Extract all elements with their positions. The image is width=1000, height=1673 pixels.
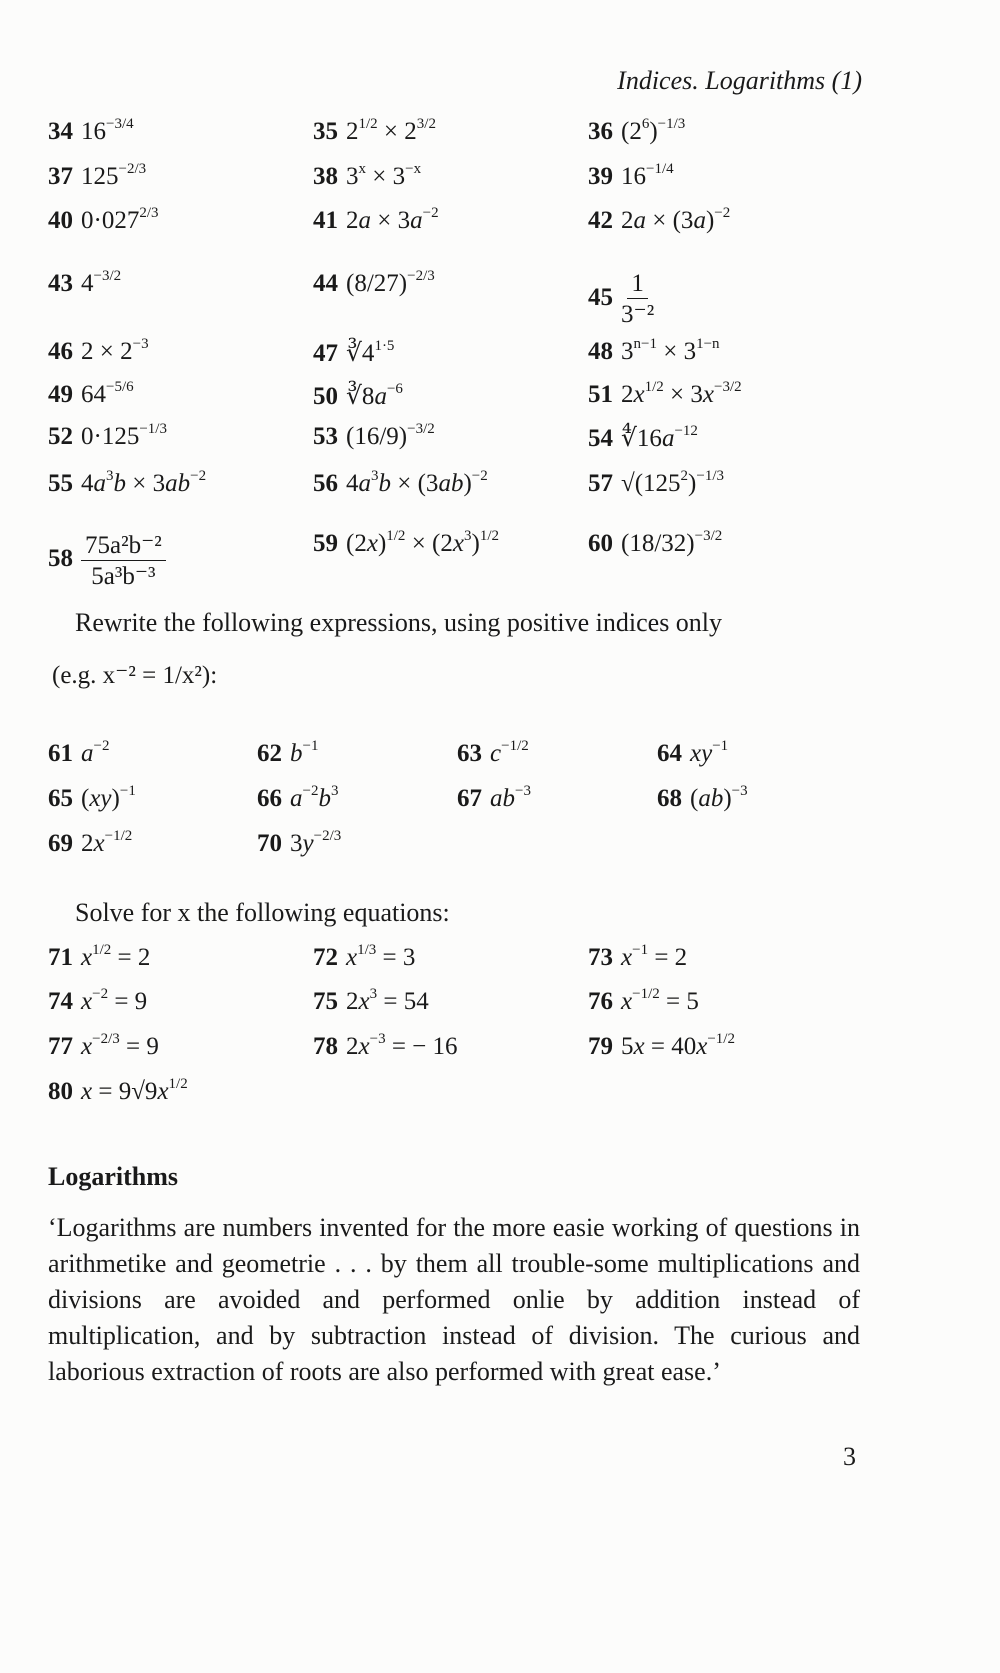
exercise-item: [313, 207, 439, 235]
exercise-number: 77: [48, 1033, 73, 1060]
exercise-number: 56: [313, 470, 338, 497]
exercise-item: [657, 785, 748, 813]
exercise-number: 76: [588, 988, 613, 1015]
exercise-expression: $b^{-1}$: [290, 738, 319, 767]
exercise-number: 34: [48, 118, 73, 145]
exercise-item: [588, 338, 720, 366]
exercise-expression: $4a^3b \times 3ab^{-2}$: [81, 468, 207, 497]
exercise-expression: $a^{-2}b^3$: [290, 783, 339, 812]
exercise-number: 65: [48, 785, 73, 812]
exercise-item: [313, 381, 403, 411]
exercise-item: [588, 1033, 735, 1061]
exercise-item: [588, 381, 742, 409]
exercise-number: 37: [48, 163, 73, 190]
exercise-expression: $16^{-1/4}$: [621, 161, 674, 190]
exercise-number: 43: [48, 270, 73, 297]
exercise-expression: (ab)$^{-3}$: [690, 783, 748, 812]
exercise-expression: $\frac{1}{\text{3⁻²}}$: [621, 270, 655, 328]
exercise-item: [588, 207, 730, 235]
exercise-expression: $(16/9)^{-3/2}$: [346, 421, 435, 450]
exercise-number: 62: [257, 740, 282, 767]
exercise-number: 72: [313, 944, 338, 971]
exercise-expression: $(18/32)^{-3/2}$: [621, 528, 723, 557]
exercise-item: [257, 830, 341, 858]
exercise-item: [48, 163, 146, 191]
exercise-number: 40: [48, 207, 73, 234]
exercise-item: [313, 118, 436, 146]
exercise-expression: $2x^3 = 54$: [346, 986, 429, 1015]
exercise-expression: $64^{-5/6}$: [81, 379, 134, 408]
exercise-item: [313, 530, 499, 558]
exercise-item: [588, 944, 687, 972]
exercise-number: 41: [313, 207, 338, 234]
exercise-expression: $(2x)^{1/2} \times (2x^3)^{1/2}$: [346, 528, 499, 557]
exercise-number: 54: [588, 425, 613, 452]
logarithms-quote: ‘Logarithms are numbers invented for the more easie working of questions in arithmetike and geometrie . . . by them all trouble-some multiplications and divisions are avoided and performed onlie by addition instead of multiplication, and by subtraction instead of division. The curious and laborious extraction of roots are also performed with great ease.’: [48, 1213, 860, 1386]
solve-instructions: Solve for x the following equations:: [75, 898, 450, 927]
exercise-number: 75: [313, 988, 338, 1015]
exercise-expression: (xy)$^{-1}$: [81, 783, 136, 812]
exercise-number: 50: [313, 383, 338, 410]
exercise-expression: $2^{1/2} \times 2^{3/2}$: [346, 116, 436, 145]
exercise-item: [313, 338, 394, 368]
exercise-number: 74: [48, 988, 73, 1015]
exercise-expression: $x^{-1} = 2$: [621, 942, 688, 971]
exercise-item: [313, 163, 421, 191]
exercise-expression: $ab^{-3}$: [490, 783, 531, 812]
exercise-number: 45: [588, 284, 613, 312]
section-heading-logarithms: Logarithms: [48, 1162, 178, 1191]
exercise-number: 42: [588, 207, 613, 234]
exercise-expression: $x^{-2} = 9$: [81, 986, 148, 1015]
exercise-item: [588, 163, 674, 191]
exercise-number: 80: [48, 1078, 73, 1105]
exercise-item: [48, 338, 149, 366]
exercise-item: [48, 1078, 188, 1106]
exercise-number: 69: [48, 830, 73, 857]
exercise-item: [588, 118, 685, 146]
exercise-expression: $a^{-2}$: [81, 738, 110, 767]
exercise-expression: $2a \times 3a^{-2}$: [346, 205, 439, 234]
exercise-expression: $√(125^2)^{-1/3}$: [621, 468, 725, 497]
exercise-expression: $5x = 40x^{-1/2}$: [621, 1031, 735, 1060]
exercise-number: 61: [48, 740, 73, 767]
exercise-expression: $3y^{-2/3}$: [290, 828, 342, 857]
exercise-item: [48, 988, 147, 1016]
page-number: 3: [843, 1442, 856, 1471]
exercise-number: 63: [457, 740, 482, 767]
exercise-item: [588, 423, 698, 453]
running-header: Indices. Logarithms (1): [617, 66, 862, 95]
exercise-expression: $3^{n-1} \times 3^{1-n}$: [621, 336, 720, 365]
exercise-item: [48, 470, 206, 498]
exercise-item: [48, 207, 159, 235]
exercise-expression: $∛4^{1\cdot 5}$: [346, 338, 395, 367]
exercise-number: 79: [588, 1033, 613, 1060]
exercise-number: 70: [257, 830, 282, 857]
exercise-number: 48: [588, 338, 613, 365]
exercise-item: [48, 785, 136, 813]
exercise-expression: $2x^{-1/2}$: [81, 828, 133, 857]
exercise-number: 55: [48, 470, 73, 497]
exercise-item: [313, 988, 429, 1016]
exercise-expression: $x^{1/2} = 2$: [81, 942, 151, 971]
exercise-item: [588, 988, 699, 1016]
exercise-expression: $x^{-2/3} = 9$: [81, 1031, 159, 1060]
exercise-item: [257, 740, 318, 768]
exercise-item: [48, 530, 166, 591]
exercise-expression: $2x^{1/2} \times 3x^{-3/2}$: [621, 379, 742, 408]
exercise-expression: $0\cdot 125^{-1/3}$: [81, 421, 167, 450]
exercise-number: 44: [313, 270, 338, 297]
exercise-number: 59: [313, 530, 338, 557]
exercise-number: 46: [48, 338, 73, 365]
exercise-expression: $xy^{-1}$: [690, 738, 729, 767]
exercise-number: 57: [588, 470, 613, 497]
exercise-number: 73: [588, 944, 613, 971]
exercise-expression: $c^{-1/2}$: [490, 738, 529, 767]
exercise-number: 49: [48, 381, 73, 408]
exercise-expression: $x^{-1/2} = 5$: [621, 986, 699, 1015]
exercise-expression: $(2^6)^{-1/3}$: [621, 116, 686, 145]
exercise-expression: $∜16a^{-12}$: [621, 423, 698, 452]
exercise-number: 64: [657, 740, 682, 767]
rewrite-example: (e.g. x⁻² = 1/x²):: [52, 662, 218, 689]
exercise-item: [48, 1033, 159, 1061]
exercise-number: 39: [588, 163, 613, 190]
exercise-number: 38: [313, 163, 338, 190]
exercise-item: [588, 270, 654, 329]
rewrite-instructions: Rewrite the following expressions, using positive indices only: [75, 608, 723, 637]
exercise-expression: $4^{-3/2}$: [81, 268, 122, 297]
exercise-number: 68: [657, 785, 682, 812]
exercise-number: 51: [588, 381, 613, 408]
exercise-item: [588, 530, 722, 558]
exercise-expression: $\frac{\text{75a²b⁻²}}{\text{5a³b⁻³}}$: [81, 545, 166, 572]
exercise-number: 66: [257, 785, 282, 812]
exercise-item: [313, 1033, 458, 1061]
exercise-number: 78: [313, 1033, 338, 1060]
exercise-expression: $125^{-2/3}$: [81, 161, 147, 190]
exercise-item: [48, 118, 134, 146]
exercise-item: [48, 270, 121, 298]
exercise-expression: $x = 9√9x^{1/2}$: [81, 1076, 188, 1105]
exercise-number: 71: [48, 944, 73, 971]
exercise-item: [657, 740, 728, 768]
exercise-item: [313, 270, 435, 298]
exercise-number: 67: [457, 785, 482, 812]
exercise-expression: $2 \times 2^{-3}$: [81, 336, 149, 365]
exercise-number: 35: [313, 118, 338, 145]
exercise-item: [48, 944, 150, 972]
exercise-item: [257, 785, 338, 813]
exercise-item: [48, 740, 109, 768]
exercise-expression: $4a^3b \times (3ab)^{-2}$: [346, 468, 488, 497]
exercise-number: 58: [48, 545, 73, 573]
exercise-expression: $0\cdot 027^{2/3}$: [81, 205, 159, 234]
exercise-item: [457, 785, 531, 813]
exercise-expression: $16^{-3/4}$: [81, 116, 134, 145]
exercise-expression: $2x^{-3}$ = − 16: [346, 1031, 458, 1060]
exercise-item: [313, 944, 415, 972]
exercise-item: [48, 381, 134, 409]
exercise-expression: $(8/27)^{-2/3}$: [346, 268, 435, 297]
exercise-number: 60: [588, 530, 613, 557]
exercise-number: 53: [313, 423, 338, 450]
exercise-item: [457, 740, 529, 768]
exercise-item: [588, 470, 724, 498]
exercise-expression: $∛8a^{-6}$: [346, 381, 403, 410]
exercise-item: [313, 470, 488, 498]
exercise-item: [313, 423, 435, 451]
exercise-number: 47: [313, 340, 338, 367]
exercise-number: 36: [588, 118, 613, 145]
exercise-number: 52: [48, 423, 73, 450]
exercise-expression: $2a \times (3a)^{-2}$: [621, 205, 731, 234]
exercise-expression: $3^x \times 3^{-x}$: [346, 161, 422, 190]
exercise-item: [48, 423, 167, 451]
exercise-item: [48, 830, 132, 858]
exercise-expression: $x^{1/3} = 3$: [346, 942, 416, 971]
